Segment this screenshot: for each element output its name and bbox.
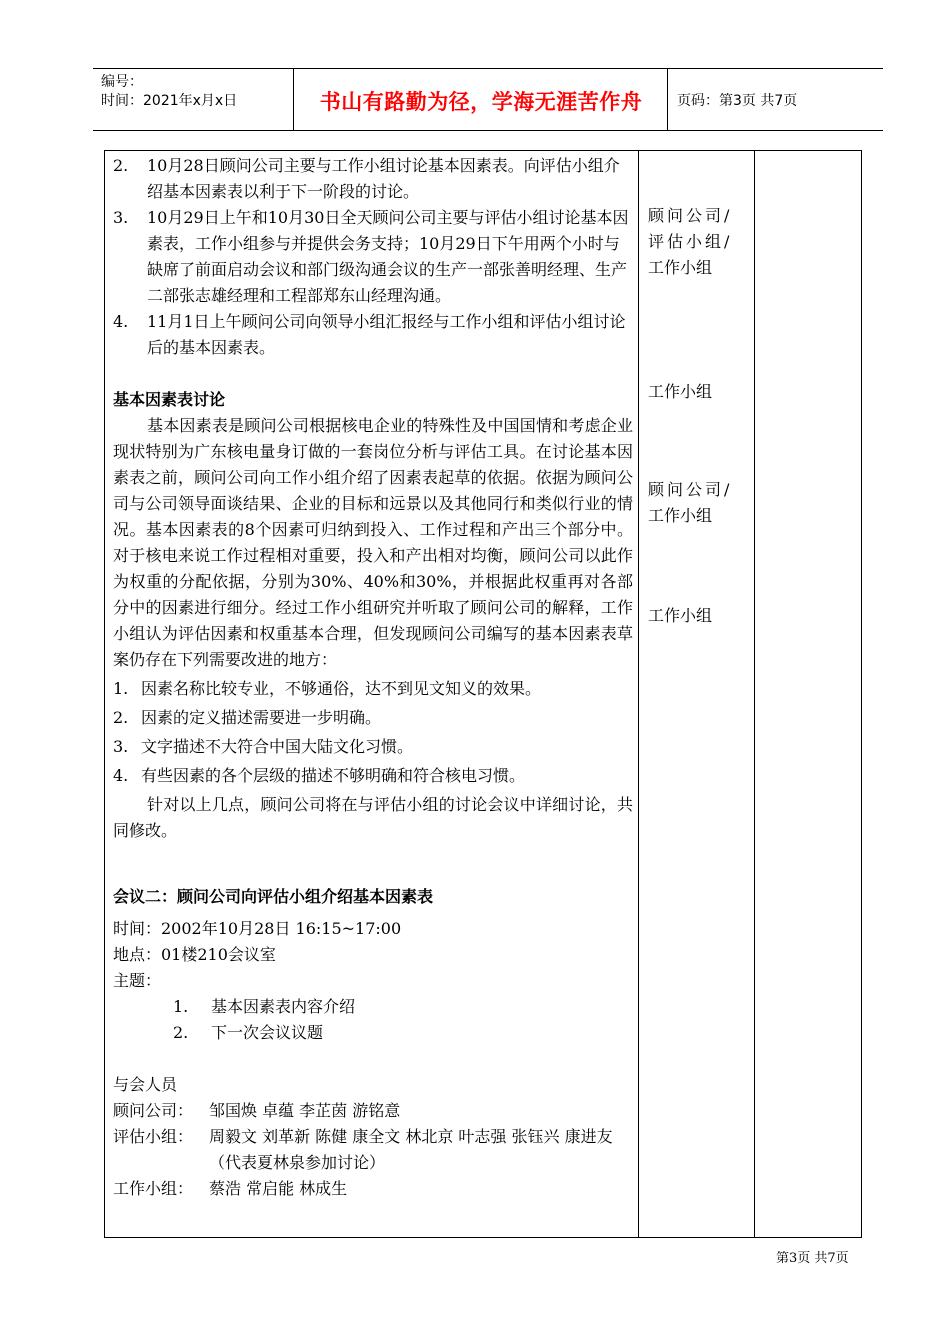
meeting-time: 时间：2002年10月28日 16:15~17:00 — [113, 919, 402, 938]
topic-item — [113, 1020, 633, 1046]
topic-number: 2. — [173, 1023, 189, 1042]
issue-number: 4. — [113, 766, 129, 785]
attendee-row — [113, 1176, 633, 1202]
attendee-names: 蔡浩 常启能 林成生 — [209, 1179, 348, 1198]
topic-item — [113, 994, 633, 1020]
attendee-group: 工作小组： — [113, 1179, 194, 1198]
attendee-names: 邹国焕 卓蕴 李芷茵 游铭意 — [209, 1101, 401, 1120]
item-number: 3. — [113, 208, 129, 227]
meeting-title: 会议二：顾问公司向评估小组介绍基本因素表 — [113, 887, 434, 906]
attendee-group: 评估小组： — [113, 1127, 194, 1146]
issue-item — [113, 763, 633, 789]
meeting-place: 地点：01楼210会议室 — [113, 945, 276, 964]
issue-number: 3. — [113, 737, 129, 756]
header-motto: 书山有路勤为径，学海无涯苦作舟 — [319, 89, 643, 114]
attendee-group: 顾问公司： — [113, 1101, 194, 1120]
attendee-row — [113, 1124, 633, 1176]
issue-text: 有些因素的各个层级的描述不够明确和符合核电习惯。 — [141, 766, 526, 785]
topic-text: 基本因素表内容介绍 — [211, 997, 356, 1016]
time-label: 时间：2021年x月x日 — [101, 93, 238, 109]
side-note — [648, 203, 748, 281]
issue-text: 因素名称比较专业，不够通俗，达不到见文知义的效果。 — [141, 679, 542, 698]
topic-text: 下一次会议议题 — [211, 1023, 324, 1042]
page-footer: 第3页 共7页 — [776, 1251, 849, 1266]
side-note-line: 工作小组 — [648, 506, 713, 525]
header-meta — [101, 73, 291, 111]
topic-number: 1. — [173, 997, 189, 1016]
section-title: 基本因素表讨论 — [113, 390, 226, 409]
issue-number: 2. — [113, 708, 129, 727]
issue-text: 因素的定义描述需要进一步明确。 — [141, 708, 382, 727]
header-divider — [667, 69, 668, 130]
main-column — [113, 153, 633, 1202]
item-text: 10月29日上午和10月30日全天顾问公司主要与评估小组讨论基本因素表，工作小组参与并提供会务支持；10月29日下午用两个小时与缺席了前面启动会议和部门级沟通会议的生产一部张善明经理、生产二部张志雄经理和工程部郑东山经理沟通。 — [147, 208, 629, 305]
list-item — [113, 153, 633, 205]
attendee-names: 周毅文 刘革新 陈健 康全文 林北京 叶志强 张钰兴 康进友（代表夏林泉参加讨论） — [209, 1127, 613, 1172]
issue-item — [113, 676, 633, 702]
header-page-number: 页码：第3页 共7页 — [677, 93, 798, 109]
side-note — [648, 477, 748, 529]
issue-item — [113, 705, 633, 731]
item-number: 2. — [113, 156, 129, 175]
issue-item — [113, 734, 633, 760]
side-note-line: 工作小组 — [648, 606, 713, 625]
side-note-line: 顾问公司/ — [648, 480, 733, 499]
side-note-line: 工作小组 — [648, 382, 713, 401]
list-item — [113, 205, 633, 309]
closing-paragraph: 针对以上几点，顾问公司将在与评估小组的讨论会议中详细讨论，共同修改。 — [113, 795, 633, 840]
item-number: 4. — [113, 312, 129, 331]
side-note-line: 评估小组/ — [648, 232, 733, 251]
side-note — [648, 603, 748, 629]
side-note-line: 顾问公司/ — [648, 206, 733, 225]
page-header — [93, 68, 883, 131]
item-text: 10月28日顾问公司主要与工作小组讨论基本因素表。向评估小组介绍基本因素表以利于下一阶段的讨论。 — [147, 156, 620, 201]
table-column-divider — [638, 151, 639, 1237]
list-item — [113, 309, 633, 361]
side-note-line: 工作小组 — [648, 258, 713, 277]
side-note — [648, 379, 748, 405]
discussion-paragraph: 基本因素表是顾问公司根据核电企业的特殊性及中国国情和考虑企业现状特别为广东核电量身订做的一套岗位分析与评估工具。在讨论基本因素表之前，顾问公司向工作小组介绍了因素表起草的依据。依据为顾问公司与公司领导面谈结果、企业的目标和远景以及其他同行和类似行业的情况。基本因素表的8个因素可归纳到投入、工作过程和产出三个部分中。对于核电来说工作过程相对重要，投入和产出相对均衡，顾问公司以此作为权重的分配依据，分别为30%、40%和30%，并根据此权重再对各部分中的因素进行细分。经过工作小组研究并听取了顾问公司的解释，工作小组认为评估因素和权重基本合理，但发现顾问公司编写的基本因素表草案仍存在下列需要改进的地方： — [113, 416, 633, 669]
issue-text: 文字描述不大符合中国大陆文化习惯。 — [141, 737, 414, 756]
attendees-label: 与会人员 — [113, 1075, 178, 1094]
content-table — [104, 150, 862, 1238]
code-label: 编号： — [101, 74, 143, 90]
header-divider — [293, 69, 294, 130]
issue-number: 1. — [113, 679, 129, 698]
table-column-divider — [754, 151, 755, 1237]
meeting-topic-label: 主题： — [113, 971, 162, 990]
item-text: 11月1日上午顾问公司向领导小组汇报经与工作小组和评估小组讨论后的基本因素表。 — [147, 312, 626, 357]
attendee-row — [113, 1098, 633, 1124]
